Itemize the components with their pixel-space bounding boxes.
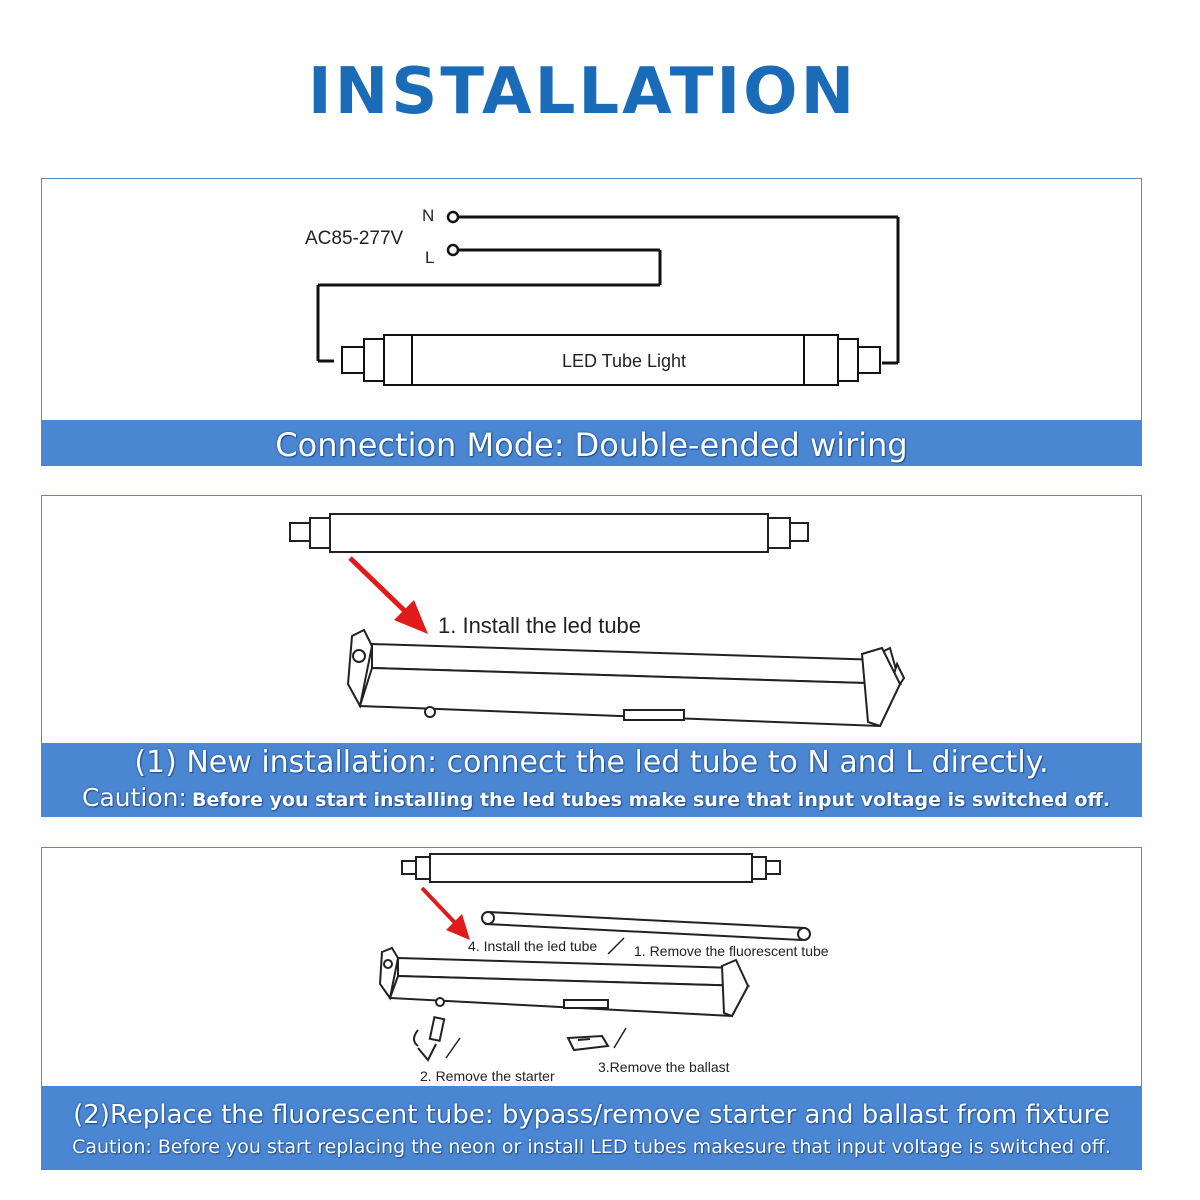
new-installation-caption-band — [42, 743, 1141, 817]
wiring-caption-band — [42, 420, 1141, 466]
l-label: L — [425, 248, 435, 267]
terminal-n — [448, 212, 458, 222]
starter-icon — [414, 1017, 444, 1060]
fluorescent-tube — [482, 912, 810, 940]
replacement-caution: Caution: Before you start replacing the neon or install LED tubes makesure that input voltage is switched off. — [72, 1136, 1111, 1158]
pointer-line — [446, 1038, 460, 1058]
step2-label: 2. Remove the starter — [420, 1068, 555, 1084]
led-tube-2 — [290, 514, 808, 552]
replacement-panel — [41, 847, 1142, 1170]
fixture — [348, 630, 904, 726]
pointer-line — [614, 1028, 626, 1048]
step4-label: 4. Install the led tube — [468, 938, 598, 954]
page-title: INSTALLATION — [307, 55, 858, 129]
step1-label: 1. Install the led tube — [438, 613, 642, 638]
caution-text: Before you start installing the led tubes make sure that input voltage is switched off. — [192, 789, 1111, 811]
caution-prefix: Caution: — [82, 783, 187, 812]
new-installation-caption: (1) New installation: connect the led tube to N and L directly. — [134, 745, 1049, 780]
step1-label-3: 1. Remove the fluorescent tube — [634, 943, 829, 959]
step3-label: 3.Remove the ballast — [598, 1059, 730, 1075]
fixture-end-cap — [862, 648, 900, 726]
replacement-caption: (2)Replace the fluorescent tube: bypass/remove starter and ballast from fixture — [73, 1100, 1110, 1130]
voltage-label: AC85-277V — [305, 228, 404, 249]
pointer-line — [608, 938, 624, 954]
n-label: N — [422, 206, 435, 225]
terminal-l — [448, 245, 458, 255]
ballast-icon — [568, 1036, 608, 1050]
replacement-caption-band — [42, 1086, 1141, 1170]
tube-label: LED Tube Light — [561, 351, 687, 371]
new-installation-caution — [42, 783, 1181, 812]
arrow-icon — [350, 558, 428, 634]
led-tube-3 — [402, 854, 780, 882]
arrow-icon — [422, 888, 470, 940]
wiring-panel — [41, 178, 1142, 466]
new-installation-panel — [41, 495, 1142, 817]
wiring-caption: Connection Mode: Double-ended wiring — [275, 426, 908, 464]
